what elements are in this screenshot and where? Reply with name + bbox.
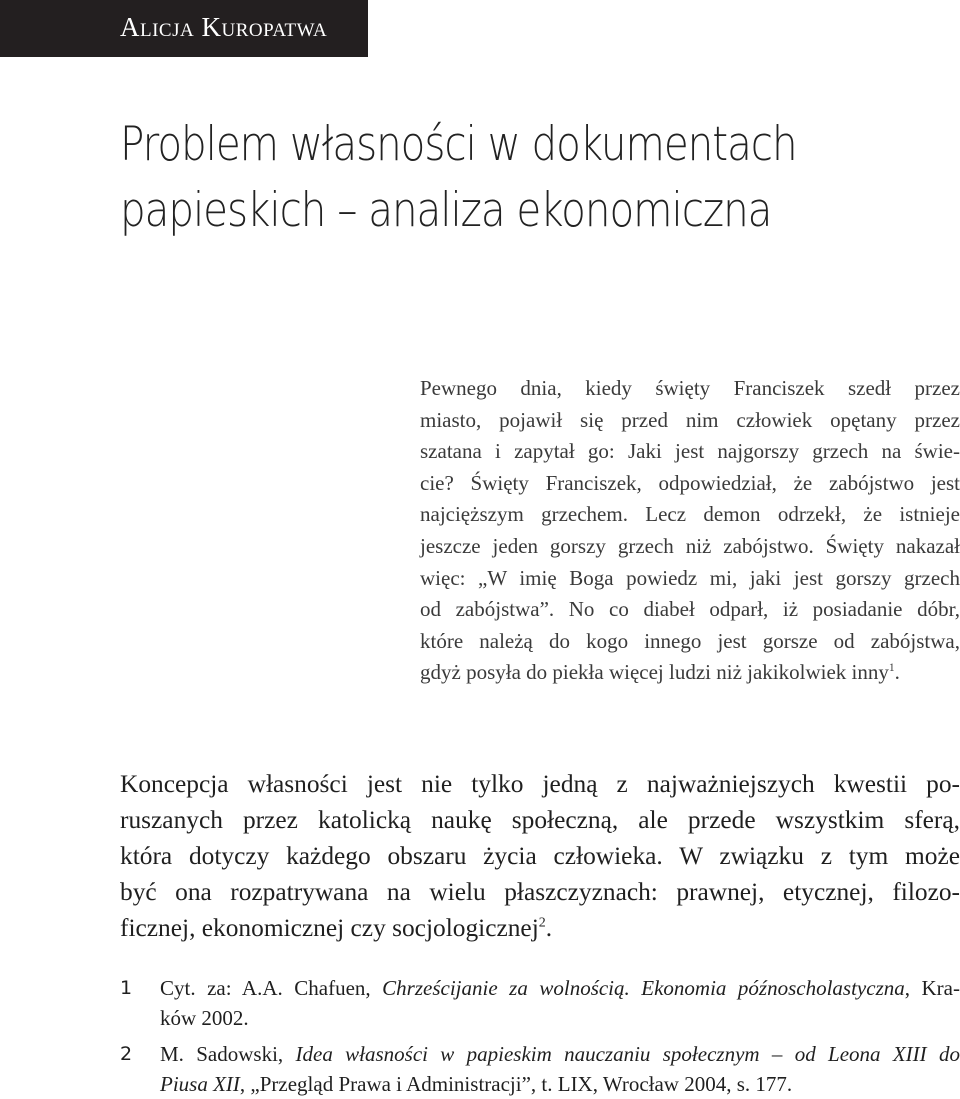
body-line: ficznej, ekonomicznej czy socjologicznej — [120, 914, 539, 942]
footnote-number: 2 — [120, 1043, 133, 1065]
author-name: Alicja Kuropatwa — [120, 12, 328, 42]
body-end: . — [545, 914, 553, 942]
article-title — [120, 112, 808, 244]
author-banner — [0, 0, 368, 57]
title-line-2: papieskich – analiza ekonomiczna — [120, 183, 772, 238]
epigraph-line: od zabójstwa”. No co diabeł odparł, iż posiadanie dóbr, — [420, 597, 960, 622]
body-last-line — [120, 910, 960, 946]
epigraph-line: najcięższym grzechem. Lecz demon odrzekł, że istnieje — [420, 502, 960, 527]
footnote-number: 1 — [120, 977, 133, 999]
footnote-line: ków 2002. — [160, 1006, 249, 1030]
footnote-text: , „Przegląd Prawa i Administracji”, t. LIX, Wrocław 2004, s. 177. — [239, 1072, 793, 1096]
epigraph-line: miasto, pojawił się przed nim człowiek opętany przez — [420, 407, 960, 432]
epigraph-last-line — [420, 657, 960, 689]
footnote-ref-2[interactable]: 2 — [538, 915, 546, 931]
epigraph-line: które należą do kogo innego jest gorsze od zabójstwa, — [420, 628, 960, 653]
footnote-title: Piusa XII — [160, 1072, 240, 1096]
footnote-ref-1[interactable]: 1 — [888, 662, 895, 675]
epigraph-line: Pewnego dnia, kiedy święty Franciszek szedł przez — [420, 376, 960, 400]
title-line-1: Problem własności w dokumentach — [120, 117, 797, 172]
body-line: być ona rozpatrywana na wielu płaszczyznach: prawnej, etycznej, filozo- — [120, 878, 960, 906]
epigraph-line: szatana i zapytał go: Jaki jest najgorszy grzech na świe- — [420, 439, 960, 464]
footnote-line — [160, 1039, 960, 1069]
body-paragraph — [120, 766, 960, 946]
footnote-text: M. Sadowski, — [160, 1042, 296, 1066]
epigraph-line: cie? Święty Franciszek, odpowiedział, że zabójstwo jest — [420, 470, 960, 495]
footnote-line — [160, 1069, 960, 1099]
epigraph-line: więc: „W imię Boga powiedz mi, jaki jest gorszy grzech — [420, 565, 960, 590]
body-line: Koncepcja własności jest nie tylko jedną z najważniejszych kwestii po- — [120, 770, 960, 798]
body-line: ruszanych przez katolicką naukę społeczną, ale przede wszystkim sferą, — [120, 806, 960, 834]
footnotes — [120, 973, 960, 1099]
footnote-text: , Kra- — [904, 976, 960, 1000]
footnote-2 — [120, 1039, 960, 1099]
epigraph-line: jeszcze jeden gorszy grzech niż zabójstwo. Święty nakazał — [420, 533, 960, 558]
footnote-line — [160, 973, 960, 1003]
epigraph-line: gdyż posyła do piekła więcej ludzi niż jakikolwiek inny — [420, 660, 889, 685]
footnote-title: Chrześcijanie za wolnością. Ekonomia późnoscholastyczna — [382, 976, 905, 1000]
footnote-1 — [120, 973, 960, 1033]
epigraph-end: . — [894, 660, 900, 685]
footnote-title: Idea własności w papieskim nauczaniu społecznym – od Leona XIII do — [295, 1042, 960, 1066]
body-line: która dotyczy każdego obszaru życia człowieka. W związku z tym może — [120, 842, 960, 870]
epigraph — [420, 373, 960, 689]
footnote-text: Cyt. za: A.A. Chafuen, — [160, 976, 383, 1000]
